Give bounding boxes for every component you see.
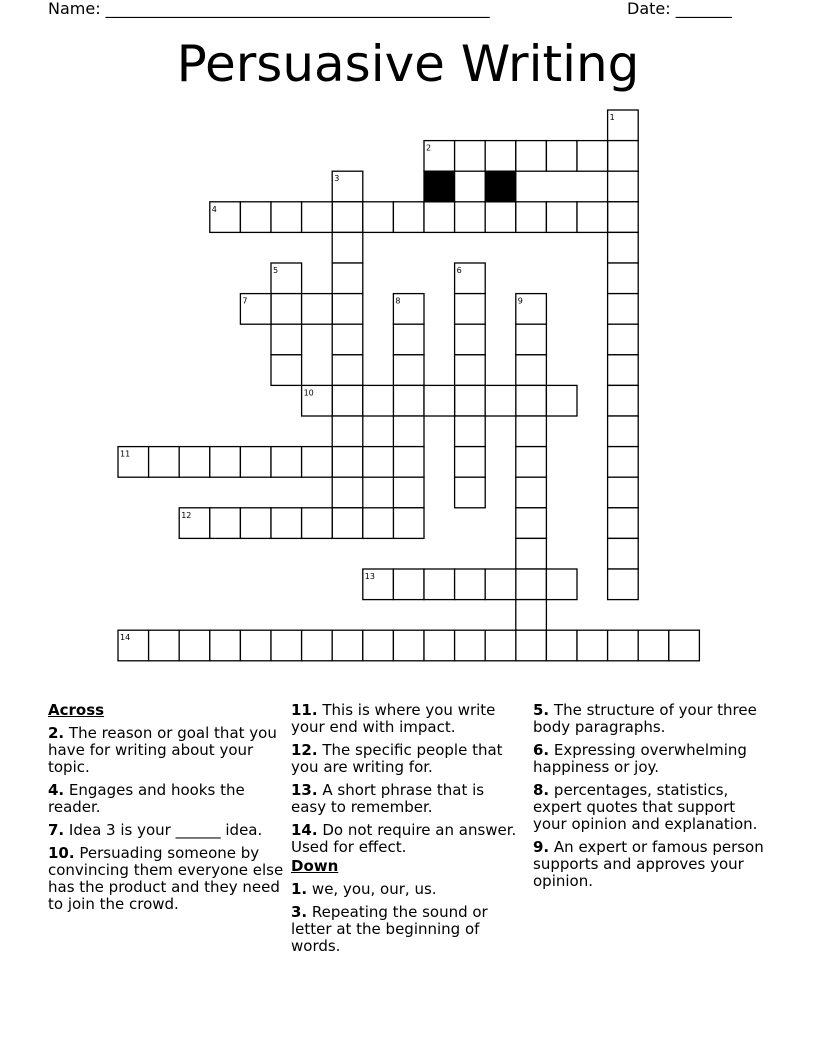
grid-cell[interactable] [455, 569, 486, 600]
clue-across-12 [291, 742, 523, 776]
grid-cell[interactable] [546, 141, 577, 172]
grid-cell[interactable] [546, 385, 577, 416]
clue-number: 7. [48, 821, 65, 839]
grid-cell[interactable] [363, 630, 394, 661]
grid-cell[interactable] [608, 141, 639, 172]
grid-cell[interactable] [179, 447, 210, 478]
clue-number: 8. [533, 781, 550, 799]
grid-cell[interactable] [485, 202, 516, 233]
grid-cell[interactable] [393, 416, 424, 447]
grid-clue-number: 5 [273, 266, 279, 275]
grid-cell[interactable] [271, 324, 302, 355]
clue-across-14 [291, 822, 523, 856]
grid-cell[interactable] [393, 355, 424, 386]
grid-cell[interactable] [485, 569, 516, 600]
grid-clue-number: 4 [211, 204, 217, 214]
grid-cell[interactable] [393, 202, 424, 233]
clue-text: The structure of your three body paragraphs. [533, 701, 757, 736]
grid-cell[interactable] [393, 385, 424, 416]
grid-cell[interactable] [240, 508, 271, 539]
grid-cell[interactable] [332, 232, 363, 263]
grid-cell[interactable] [271, 294, 302, 325]
grid-cell[interactable] [608, 447, 639, 478]
grid-cell[interactable] [302, 294, 333, 325]
grid-cell[interactable] [608, 385, 639, 416]
grid-cell[interactable] [608, 538, 639, 569]
grid-clue-number: 7 [242, 296, 248, 306]
grid-cell[interactable] [608, 324, 639, 355]
grid-cell[interactable] [332, 263, 363, 294]
grid-cell[interactable] [669, 630, 700, 661]
grid-cell[interactable] [455, 385, 486, 416]
grid-clue-number: 2 [426, 143, 432, 153]
grid-cell[interactable] [516, 630, 547, 661]
grid-cell[interactable] [608, 355, 639, 386]
grid-cell[interactable] [363, 202, 394, 233]
clue-text: Do not require an answer. Used for effect. [291, 821, 517, 856]
grid-clue-number: 9 [517, 296, 523, 306]
grid-cell[interactable] [455, 477, 486, 508]
grid-cell[interactable] [302, 202, 333, 233]
clue-across-13 [291, 782, 523, 816]
grid-clue-number: 1 [609, 113, 615, 122]
grid-cell[interactable] [638, 630, 669, 661]
clue-text: percentages, statistics, expert quotes that support your opinion and explanation. [533, 781, 758, 833]
grid-cell[interactable] [210, 508, 241, 539]
grid-cell[interactable] [271, 447, 302, 478]
grid-cell[interactable] [332, 477, 363, 508]
grid-cell[interactable] [424, 569, 455, 600]
grid-cell[interactable] [332, 630, 363, 661]
grid-cell[interactable] [516, 538, 547, 569]
clue-text: we, you, our, us. [311, 880, 437, 898]
date-field-label: Date: _______ [627, 0, 732, 18]
grid-cell[interactable] [516, 324, 547, 355]
clue-text: Repeating the sound or letter at the beginning of words. [291, 903, 488, 955]
grid-cell[interactable] [332, 416, 363, 447]
grid-cell[interactable] [332, 294, 363, 325]
clue-across-7 [48, 822, 286, 839]
clue-text: The reason or goal that you have for writing about your topic. [48, 724, 277, 776]
grid-cell[interactable] [485, 141, 516, 172]
clue-number: 10. [48, 844, 75, 862]
grid-cell[interactable] [455, 202, 486, 233]
grid-cell[interactable] [455, 447, 486, 478]
grid-cell[interactable] [332, 385, 363, 416]
clue-text: A short phrase that is easy to remember. [291, 781, 485, 816]
page-title: Persuasive Writing [176, 35, 640, 93]
grid-cell[interactable] [455, 324, 486, 355]
grid-cell[interactable] [179, 630, 210, 661]
clue-across-11 [291, 702, 523, 736]
grid-cell[interactable] [332, 447, 363, 478]
grid-cell[interactable] [608, 294, 639, 325]
grid-cell[interactable] [393, 569, 424, 600]
clue-number: 14. [291, 821, 318, 839]
grid-cell[interactable] [608, 630, 639, 661]
grid-cell[interactable] [302, 508, 333, 539]
grid-cell[interactable] [516, 477, 547, 508]
clues-column-3 [533, 702, 771, 896]
grid-clue-number: 10 [303, 388, 314, 398]
clue-down-3 [291, 904, 523, 955]
grid-cell[interactable] [332, 202, 363, 233]
grid-cell[interactable] [608, 477, 639, 508]
grid-cell[interactable] [332, 355, 363, 386]
clue-number: 13. [291, 781, 318, 799]
grid-cell[interactable] [516, 447, 547, 478]
grid-cell[interactable] [516, 416, 547, 447]
clue-down-8 [533, 782, 771, 833]
clue-number: 12. [291, 741, 318, 759]
grid-cell[interactable] [271, 202, 302, 233]
grid-cell[interactable] [608, 416, 639, 447]
grid-cell[interactable] [546, 202, 577, 233]
grid-clue-number: 11 [120, 449, 131, 459]
clue-down-6 [533, 742, 771, 776]
grid-cell[interactable] [240, 447, 271, 478]
grid-cell[interactable] [363, 447, 394, 478]
clue-down-9 [533, 839, 771, 890]
grid-cell[interactable] [485, 630, 516, 661]
clues-column-2 [291, 702, 523, 961]
clue-across-4 [48, 782, 286, 816]
grid-cell-blocked [485, 171, 516, 202]
grid-cell[interactable] [516, 508, 547, 539]
grid-cell[interactable] [424, 385, 455, 416]
clue-number: 9. [533, 838, 550, 856]
across-heading: Across [48, 701, 105, 719]
grid-clue-number: 8 [395, 296, 401, 306]
grid-cell[interactable] [455, 416, 486, 447]
grid-cell[interactable] [363, 385, 394, 416]
grid-cell[interactable] [608, 508, 639, 539]
grid-cell[interactable] [577, 202, 608, 233]
clue-text: An expert or famous person supports and approves your opinion. [533, 838, 764, 890]
grid-cell[interactable] [516, 141, 547, 172]
grid-cell[interactable] [149, 447, 180, 478]
grid-cell[interactable] [424, 630, 455, 661]
grid-cell[interactable] [393, 630, 424, 661]
grid-cell[interactable] [240, 630, 271, 661]
grid-cell[interactable] [455, 355, 486, 386]
clue-across-2 [48, 725, 286, 776]
grid-clue-number: 13 [364, 572, 375, 581]
grid-clue-number: 12 [181, 510, 192, 520]
grid-cell[interactable] [516, 569, 547, 600]
clue-across-10 [48, 845, 286, 913]
grid-cell[interactable] [455, 630, 486, 661]
clue-text: Expressing overwhelming happiness or joy. [533, 741, 747, 776]
clue-number: 1. [291, 880, 308, 898]
grid-cell[interactable] [516, 600, 547, 631]
grid-clue-number: 14 [120, 633, 131, 643]
grid-cell[interactable] [210, 447, 241, 478]
grid-cell[interactable] [302, 630, 333, 661]
grid-cell[interactable] [302, 447, 333, 478]
grid-cell[interactable] [332, 324, 363, 355]
grid-cell[interactable] [485, 385, 516, 416]
clue-number: 2. [48, 724, 65, 742]
grid-cell[interactable] [363, 508, 394, 539]
clue-text: The specific people that you are writing for. [291, 741, 503, 776]
grid-cell[interactable] [393, 477, 424, 508]
grid-cell[interactable] [424, 202, 455, 233]
grid-clue-number: 6 [456, 266, 462, 275]
clue-down-1 [291, 881, 523, 898]
clue-number: 6. [533, 741, 550, 759]
grid-cell[interactable] [455, 141, 486, 172]
grid-cell[interactable] [210, 630, 241, 661]
grid-cell[interactable] [516, 355, 547, 386]
clue-down-5 [533, 702, 771, 736]
grid-cell[interactable] [608, 263, 639, 294]
clues-column-1 [48, 702, 286, 919]
grid-cell[interactable] [271, 355, 302, 386]
grid-cell[interactable] [271, 630, 302, 661]
grid-cell[interactable] [393, 447, 424, 478]
grid-clue-number: 3 [334, 174, 340, 184]
grid-cell[interactable] [608, 171, 639, 202]
clue-number: 11. [291, 701, 318, 719]
clue-number: 4. [48, 781, 65, 799]
clue-text: Idea 3 is your ______ idea. [68, 821, 263, 839]
grid-cell[interactable] [546, 569, 577, 600]
grid-cell-blocked [424, 171, 455, 202]
grid-cell[interactable] [516, 202, 547, 233]
clue-number: 3. [291, 903, 308, 921]
grid-cell[interactable] [608, 232, 639, 263]
grid-cell[interactable] [546, 630, 577, 661]
clue-text: Persuading someone by convincing them everyone else has the product and they need to join the crowd. [48, 844, 284, 913]
grid-cell[interactable] [608, 202, 639, 233]
clue-text: This is where you write your end with impact. [291, 701, 496, 736]
grid-cell[interactable] [271, 508, 302, 539]
grid-cell[interactable] [393, 324, 424, 355]
grid-cell[interactable] [149, 630, 180, 661]
grid-cell[interactable] [577, 630, 608, 661]
grid-cell[interactable] [240, 202, 271, 233]
clue-text: Engages and hooks the reader. [48, 781, 245, 816]
grid-cell[interactable] [608, 569, 639, 600]
grid-cell[interactable] [516, 385, 547, 416]
grid-cell[interactable] [577, 141, 608, 172]
grid-cell[interactable] [393, 508, 424, 539]
name-field-label: Name: ________________________________________________ [48, 0, 490, 18]
grid-cell[interactable] [332, 508, 363, 539]
grid-cell[interactable] [455, 294, 486, 325]
clue-number: 5. [533, 701, 550, 719]
down-heading: Down [291, 857, 339, 875]
